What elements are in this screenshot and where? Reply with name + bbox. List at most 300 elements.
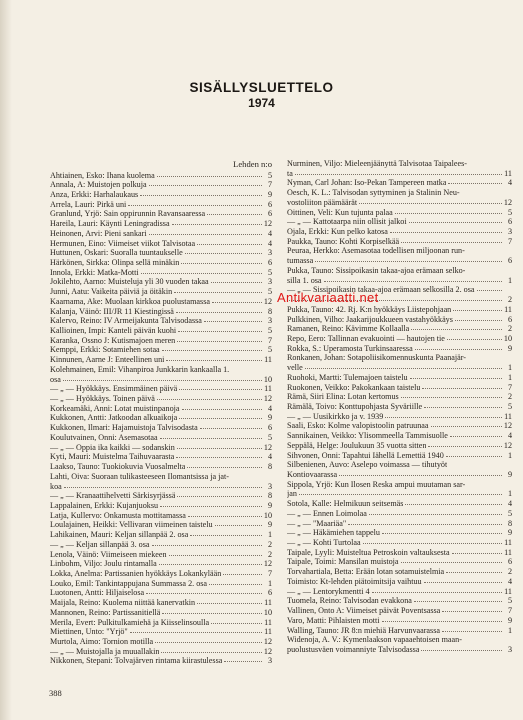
dot-leader xyxy=(187,467,262,468)
toc-entry-issue-number: 8 xyxy=(267,491,272,501)
toc-entry-text: Seppälä, Helge: Joulukuun 35 vuotta sitten xyxy=(287,440,427,450)
toc-entry-issue-number: 11 xyxy=(264,355,272,365)
toc-entry xyxy=(50,462,272,472)
toc-entry-text: Maijala, Reino: Kuolema niittää kanervatkin xyxy=(50,598,196,608)
toc-entry-text: Torvahartiala, Betta: Erään lotan sotamuistelmia xyxy=(287,567,445,577)
page-year: 1974 xyxy=(248,96,275,110)
dot-leader xyxy=(177,496,262,497)
toc-entry xyxy=(50,540,272,550)
toc-entry-text: Junni, Aatu: Vaikeita päiviä ja öitäkin xyxy=(50,287,173,297)
toc-entry-text: Lokka, Anelma: Partissanien hyökkäys Lokankylään xyxy=(50,568,222,578)
toc-entry-issue-number: 3 xyxy=(267,316,272,326)
toc-entry-issue-number: 4 xyxy=(507,178,512,188)
dot-leader xyxy=(369,514,502,515)
toc-entry-text: Kalanja, Väinö: III/JR 11 Kiestingissä xyxy=(50,306,174,316)
toc-entry-text: osa xyxy=(50,374,61,384)
dot-leader xyxy=(215,525,262,526)
toc-entry-issue-number: 8 xyxy=(267,306,272,316)
toc-entry-text: Oesch, K. L.: Talvisodan syttyminen ja Stalinin Neu- xyxy=(287,188,460,198)
dot-leader xyxy=(452,553,502,554)
toc-entry-issue-number: 3 xyxy=(507,644,512,654)
toc-entry-issue-number: 3 xyxy=(267,481,272,491)
toc-entry-issue-number: 11 xyxy=(504,304,512,314)
dot-leader xyxy=(177,448,262,449)
toc-entry-text: Sippola, Yrjö: Kun Ilosen Reska ampui muutaman sar- xyxy=(287,479,466,489)
toc-entry-text: silla 1. osa xyxy=(287,275,322,285)
toc-entry-text: — „ — "Maariäa" xyxy=(287,518,347,528)
dot-leader xyxy=(146,593,262,594)
toc-entry-text: Sihvonen, Onni: Tapahtui Iähellä Lemettiä 1940 xyxy=(287,450,444,460)
toc-entry xyxy=(50,258,272,268)
toc-entry-issue-number: 1 xyxy=(507,625,512,635)
dot-leader xyxy=(382,533,502,534)
toc-entry-text: Kontiovaarassa xyxy=(287,470,338,479)
toc-entry-issue-number: 10 xyxy=(263,607,272,617)
dot-leader xyxy=(179,418,262,419)
dot-leader xyxy=(209,584,262,585)
toc-entry xyxy=(287,431,512,441)
toc-entry xyxy=(287,412,512,422)
toc-entry-text: Hermunen, Eino: Viimeiset viikot Talvisotaa xyxy=(50,238,196,248)
toc-entry-issue-number: 11 xyxy=(504,168,512,178)
toc-entry-text: Pukka, Tauno: 42. Rj. K:n hyökkäys Liistepohjaan xyxy=(287,304,452,314)
toc-entry-text: Taipale, Lyyli: Muisteltua Petroskoin valtauksesta xyxy=(287,547,450,557)
toc-entry-text: Merila, Evert: Pulkitulkamiehä ja Kiisselinsoulla xyxy=(50,617,210,627)
toc-entry xyxy=(287,256,512,266)
toc-entry-text: — „ — Keljan sillanpää 3. osa xyxy=(50,539,150,549)
toc-entry xyxy=(287,577,512,587)
toc-entry-continued xyxy=(287,353,512,363)
dot-leader xyxy=(152,545,262,546)
toc-entry-issue-number: 8 xyxy=(507,518,512,528)
toc-entry-issue-number: 5 xyxy=(267,287,272,297)
toc-entry-text: Rämä, Siiri Elina: Lotan kertomus xyxy=(287,392,399,402)
toc-entry-text: — „ — Häkämiehen tappelu xyxy=(287,528,380,538)
toc-entry-issue-number: 1 xyxy=(507,372,512,382)
toc-entry xyxy=(50,394,272,404)
dot-leader xyxy=(401,397,502,398)
toc-entry-text: Härkönen, Sirkka: Olinpa sellä minäkin xyxy=(50,257,180,267)
toc-entry-text: Taipale, Toimi: Mansilan muistoja xyxy=(287,557,399,567)
toc-entry xyxy=(287,528,512,538)
toc-entry xyxy=(287,392,512,402)
toc-entry xyxy=(287,557,512,567)
toc-entry-text: Pukka, Tauno: Sissipoikasin takaa-ajoa erämaan selko- xyxy=(287,265,466,275)
toc-entry-text: Pulkkinen, Vilho: Jaakarijoukkueen vastahyökkäys xyxy=(287,314,453,324)
toc-entry-text: tumassa xyxy=(287,256,314,266)
toc-entry-text: — „ — Oppia ika kaikki — sodanskin xyxy=(50,442,175,452)
toc-entry-text: Varo, Matti: Pihlaisten motti xyxy=(287,615,380,625)
toc-entry-text: Kukkonen, Ilmari: Hajamuistoja Talvisodasta xyxy=(50,423,198,433)
toc-entry-issue-number: 3 xyxy=(267,277,272,287)
toc-entry xyxy=(287,383,512,393)
toc-entry xyxy=(50,588,272,598)
toc-entry-text: Koulutvainen, Onni: Asemasotaa xyxy=(50,432,158,442)
toc-entry-text: — „ — Kohti Turtolaa xyxy=(287,538,361,548)
toc-entry-text: — „ — Ennen Loimolaa xyxy=(287,508,367,518)
toc-entry xyxy=(287,227,512,237)
toc-entry xyxy=(50,443,272,453)
toc-entry-text: Lappalainen, Erkki: Kujanjuoksu xyxy=(50,500,159,510)
toc-entry xyxy=(287,276,512,286)
toc-entry-text: Nyman, Carl Johan: Iso-Pekan Tampereen matka xyxy=(287,178,447,188)
toc-entry xyxy=(50,326,272,336)
toc-entry xyxy=(287,441,512,451)
toc-entry xyxy=(50,209,272,219)
toc-entry-text: Laakso, Tauno: Tuokiokuvia Vuosalmelta xyxy=(50,462,186,472)
dot-leader xyxy=(442,611,502,612)
dot-leader xyxy=(446,456,502,457)
toc-entry-issue-number: 6 xyxy=(267,588,272,598)
toc-entry xyxy=(50,647,272,657)
toc-entry-text: Sannikainen, Veikko: Ylisommeella Tammisuolle xyxy=(287,431,448,441)
toc-right-column xyxy=(287,159,512,655)
toc-entry-text: Widenoja, A. V.: Kymenlaakson vapaaehtoisen maan- xyxy=(287,635,462,645)
toc-entry-issue-number: 12 xyxy=(263,646,272,656)
dot-leader xyxy=(424,582,502,583)
toc-entry xyxy=(287,178,512,188)
toc-entry xyxy=(50,375,272,385)
dot-leader xyxy=(448,183,502,184)
toc-entry-text: Mannonen, Reino: Partissanitiellä xyxy=(50,607,161,617)
dot-leader xyxy=(223,574,262,575)
dot-leader xyxy=(446,572,502,573)
toc-entry-issue-number: 12 xyxy=(263,219,272,229)
toc-entry xyxy=(287,538,512,548)
toc-entry-text: Paukka, Tauno: Kohti Korpiselkää xyxy=(287,236,400,246)
dot-leader xyxy=(157,399,262,400)
toc-entry-issue-number: 9 xyxy=(267,520,272,530)
toc-entry-issue-number: 6 xyxy=(507,217,512,227)
toc-entry xyxy=(50,550,272,560)
toc-entry-issue-number: 1 xyxy=(507,450,512,460)
toc-entry xyxy=(50,384,272,394)
toc-entry-text: Jokilehto, Aarno: Muisteluja yli 30 vuoden takaa xyxy=(50,277,209,287)
toc-entry xyxy=(50,608,272,618)
toc-entry-issue-number: 6 xyxy=(507,314,512,324)
toc-entry-text: Huttunen, Oskari: Suoralla tuuntaukselle xyxy=(50,248,183,258)
dot-leader xyxy=(405,504,502,505)
toc-entry-text: Kinnunen, Aarne J: Enteellinen uni xyxy=(50,355,165,365)
toc-entry xyxy=(50,345,272,355)
toc-entry-issue-number: 12 xyxy=(263,296,272,306)
toc-entry-text: Kallioinen, Impi: Kanteli päivän kuohi xyxy=(50,326,177,335)
toc-entry-text: Ojala, Erkki: Kun pelko katosa xyxy=(287,227,388,237)
toc-entry xyxy=(50,404,272,414)
dot-leader xyxy=(401,562,502,563)
toc-entry-text: Peuraa, Herkko: Asemasotaa todellisen miljoonan run- xyxy=(287,246,465,256)
page-number: 388 xyxy=(49,688,62,698)
toc-entry-text: Murtola, Aimo: Tornion motilla xyxy=(50,637,154,646)
toc-entry xyxy=(287,208,512,218)
toc-entry-issue-number: 4 xyxy=(507,576,512,586)
toc-entry-issue-number: 5 xyxy=(267,326,272,335)
toc-entry-text: Latja, Kullervo: Onkamusta mottitamassa xyxy=(50,510,186,520)
dot-leader xyxy=(395,213,502,214)
toc-entry-text: — „ — Uusikirkko ja v. 1939 xyxy=(287,411,384,421)
dot-leader xyxy=(401,242,502,243)
toc-entry xyxy=(287,421,512,431)
toc-entry xyxy=(287,169,512,179)
toc-entry xyxy=(287,451,512,461)
toc-entry-issue-number: 9 xyxy=(267,413,272,423)
toc-entry-issue-number: 10 xyxy=(263,374,272,384)
dot-leader xyxy=(224,661,262,662)
toc-entry-text: Ruokonen, Veikko: Pakokankaan taistelu xyxy=(287,382,421,392)
toc-entry-issue-number: 1 xyxy=(267,530,272,540)
toc-entry-text: Lenola, Väinö: Viimeiseen miekeen xyxy=(50,549,167,559)
dot-leader xyxy=(177,341,262,342)
toc-entry-issue-number: 12 xyxy=(503,197,512,207)
dot-leader xyxy=(160,506,262,507)
toc-entry-text: — „ — Hyökkäys. Ensimmäinen päivä xyxy=(50,384,178,394)
dot-leader xyxy=(348,524,502,525)
dot-leader xyxy=(181,263,262,264)
toc-entry xyxy=(50,501,272,511)
toc-entry-text: — „ — Hyökkäys. Toinen päivä xyxy=(50,394,155,404)
toc-entry-text: Louko, Emil: Tankintappujana Summassa 2. osa xyxy=(50,578,208,588)
dot-leader xyxy=(197,603,262,604)
toc-entry-issue-number: 6 xyxy=(267,199,272,209)
toc-entry-text: Karanka, Ossno J: Kutismajoen meren xyxy=(50,335,176,345)
toc-entry xyxy=(50,491,272,501)
dot-leader xyxy=(295,174,502,175)
toc-entry-text: Korkeamäki, Anni: Lotat muistinpanoja xyxy=(50,403,180,413)
toc-entry-issue-number: 11 xyxy=(264,384,272,394)
toc-entry xyxy=(287,363,512,373)
toc-entry-text: Toimisto: Kt-lehden piätoimitsija vaihtuu xyxy=(287,576,422,586)
toc-entry xyxy=(287,489,512,499)
toc-entry xyxy=(50,569,272,579)
toc-entry xyxy=(287,217,512,227)
toc-entry xyxy=(50,579,272,589)
toc-entry-issue-number: 4 xyxy=(267,228,272,238)
toc-entry xyxy=(50,656,272,666)
dot-leader xyxy=(359,203,502,204)
toc-entry xyxy=(287,305,512,315)
toc-entry-text: Granlund, Yrjö: Sain oppirunnin Ravansaaressa xyxy=(50,209,206,219)
toc-entry xyxy=(287,198,512,208)
toc-entry-text: Kyti, Mauri: Muistelma Taihuvaarasta xyxy=(50,452,175,462)
toc-entry-text: Ahtiainen, Esko: Ihana kuolema xyxy=(50,170,155,180)
toc-entry-continued xyxy=(287,159,512,169)
toc-entry xyxy=(50,219,272,229)
toc-entry-issue-number: 2 xyxy=(507,567,512,577)
toc-entry-text: — „ — Lentorykmentti 4 xyxy=(287,586,370,596)
dot-leader xyxy=(390,232,502,233)
toc-entry xyxy=(287,470,512,480)
toc-entry xyxy=(50,423,272,433)
toc-entry-text: vostoliiton päämäärät xyxy=(287,197,358,207)
toc-entry xyxy=(287,626,512,636)
toc-entry-text: — „ — Kranaattihelvetti Särkisyrjässä xyxy=(50,491,176,501)
toc-entry-issue-number: 2 xyxy=(267,549,272,559)
toc-entry-issue-number: 9 xyxy=(507,470,512,479)
dot-leader xyxy=(174,292,262,293)
dot-leader xyxy=(157,176,262,177)
dot-leader xyxy=(207,214,262,215)
toc-entry-continued xyxy=(287,266,512,276)
toc-entry-issue-number: 4 xyxy=(507,499,512,509)
toc-entry xyxy=(50,559,272,569)
toc-entry xyxy=(287,616,512,626)
dot-leader xyxy=(212,302,262,303)
toc-entry-issue-number: 11 xyxy=(504,411,512,421)
dot-leader xyxy=(411,329,502,330)
toc-entry-text: Walling, Tauno: JR 8:n miehiä Harvunvaarassa xyxy=(287,625,440,635)
toc-entry-issue-number: 5 xyxy=(507,207,512,217)
dot-leader xyxy=(315,261,502,262)
toc-entry xyxy=(50,316,272,326)
toc-entry-text: Saali, Esko: Kolme valopistoolin patruunaa xyxy=(287,421,429,431)
dot-leader xyxy=(182,409,262,410)
toc-entry xyxy=(287,324,512,334)
dot-leader xyxy=(149,234,262,235)
toc-entry xyxy=(50,433,272,443)
toc-entry-text: jan xyxy=(287,489,297,499)
toc-entry xyxy=(50,336,272,346)
toc-entry-issue-number: 5 xyxy=(507,508,512,518)
dot-leader xyxy=(178,331,262,332)
toc-entry-issue-number: 5 xyxy=(267,170,272,180)
toc-entry-issue-number: 7 xyxy=(507,236,512,246)
toc-entry-issue-number: 5 xyxy=(267,267,272,277)
toc-entry xyxy=(287,509,512,519)
toc-entry-issue-number: 11 xyxy=(504,547,512,557)
dot-leader xyxy=(339,475,502,476)
toc-entry-text: velle xyxy=(287,363,303,373)
toc-entry-issue-number: 6 xyxy=(507,557,512,567)
toc-entry-issue-number: 12 xyxy=(263,559,272,569)
toc-entry xyxy=(287,645,512,655)
toc-entry xyxy=(50,637,272,647)
toc-left-column xyxy=(50,160,272,666)
toc-entry-text: Rämälä, Toivo: Konttupohjasta Syväriille xyxy=(287,401,423,411)
dot-leader xyxy=(410,378,502,379)
dot-leader xyxy=(211,623,262,624)
toc-entry-continued xyxy=(50,365,272,375)
toc-entry-issue-number: 8 xyxy=(267,462,272,472)
toc-entry-issue-number: 2 xyxy=(267,539,272,549)
toc-entry xyxy=(287,499,512,509)
toc-entry-issue-number: 3 xyxy=(267,656,272,666)
toc-entry xyxy=(50,287,272,297)
toc-entry xyxy=(287,567,512,577)
toc-entry-text: Ramanen, Reino: Kävimme Kollaalla xyxy=(287,324,410,334)
toc-entry xyxy=(287,237,512,247)
dot-leader xyxy=(305,368,502,369)
toc-entry xyxy=(50,297,272,307)
dot-leader xyxy=(453,310,502,311)
toc-entry-issue-number: 3 xyxy=(507,227,512,237)
toc-entry xyxy=(50,190,272,200)
toc-entry-issue-number: 11 xyxy=(264,598,272,608)
toc-entry xyxy=(50,180,272,190)
toc-entry-text: Kolehmainen, Emil: Vihanpiroa Junkkarin kankaalla 1. xyxy=(50,364,230,374)
dot-leader xyxy=(428,446,501,447)
toc-entry-issue-number: 9 xyxy=(507,343,512,353)
dot-leader xyxy=(172,224,262,225)
toc-entry-issue-number: 4 xyxy=(507,431,512,441)
dot-leader xyxy=(450,436,502,437)
dot-leader xyxy=(421,650,502,651)
toc-entry-text: — „ — Muistojalla ja muuallakin xyxy=(50,646,160,656)
dot-leader xyxy=(185,253,262,254)
toc-entry-text: Heinonen, Arvi: Pieni sankari xyxy=(50,228,147,238)
toc-entry-text: Arrela, Lauri: Pirkä uni xyxy=(50,199,127,209)
dot-leader xyxy=(414,601,502,602)
toc-entry xyxy=(50,307,272,317)
dot-leader xyxy=(200,428,262,429)
dot-leader xyxy=(372,592,502,593)
toc-entry-issue-number: 4 xyxy=(267,452,272,462)
toc-entry-issue-number: 5 xyxy=(507,401,512,411)
toc-entry-issue-number: 5 xyxy=(267,432,272,442)
toc-entry-text: Silbenienen, Auvo: Aselepo voimassa — tihutyöt xyxy=(287,460,448,470)
toc-entry xyxy=(287,402,512,412)
toc-entry xyxy=(287,548,512,558)
dot-leader xyxy=(415,349,502,350)
dot-leader xyxy=(447,339,502,340)
toc-entry-issue-number: 10 xyxy=(263,510,272,520)
toc-entry xyxy=(287,519,512,529)
toc-entry-issue-number: 9 xyxy=(267,500,272,510)
toc-entry xyxy=(50,229,272,239)
toc-entry-issue-number: 1 xyxy=(507,275,512,285)
toc-entry-issue-number: 6 xyxy=(267,423,272,433)
dot-leader xyxy=(431,426,502,427)
toc-entry-issue-number: 12 xyxy=(263,394,272,404)
toc-entry xyxy=(50,171,272,181)
toc-entry-issue-number: 2 xyxy=(507,392,512,402)
toc-entry-continued xyxy=(287,246,512,256)
dot-leader xyxy=(422,388,502,389)
toc-entry-text: — „ — Kattotaarpa niin ollisit jalkoi xyxy=(287,217,407,227)
dot-leader xyxy=(130,632,262,633)
dot-leader xyxy=(179,389,262,390)
toc-entry-issue-number: 12 xyxy=(263,637,272,646)
toc-entry-text: Hareila, Lauri: Käynti Leningradissa xyxy=(50,219,170,229)
dot-leader xyxy=(424,407,502,408)
toc-entry-text: Luotonen, Antti: Hiljaiselosa xyxy=(50,588,145,598)
toc-entry xyxy=(287,596,512,606)
toc-entry-text: Kukkonen, Antti: Jatkoodan alkuaikoja xyxy=(50,413,178,423)
toc-entry-continued xyxy=(287,460,512,470)
toc-entry-text: Ruohoki, Martti: Tulemajoen taistelu xyxy=(287,372,408,382)
toc-entry-issue-number: 12 xyxy=(263,442,272,452)
toc-entry-text: Nurminen, Viljo: Mieleenjäänyttä Talvisotaa Taipalees- xyxy=(287,159,468,168)
toc-entry xyxy=(50,200,272,210)
dot-leader xyxy=(188,516,262,517)
toc-entry-issue-number: 7 xyxy=(507,382,512,392)
dot-leader xyxy=(176,312,262,313)
toc-entry-issue-number: 4 xyxy=(267,238,272,248)
toc-entry-text: Annala, A: Muistojen polkuja xyxy=(50,180,147,190)
toc-entry-issue-number: 2 xyxy=(507,324,512,334)
toc-entry-text: — „ — Sissipoikasin takaa-ajoa erämaan selkosilla 2. osa xyxy=(287,285,475,295)
toc-entry-issue-number: 11 xyxy=(264,617,272,627)
toc-entry xyxy=(50,452,272,462)
toc-entry-text: Kalervo, Reino: IV Armeijakunta Talvisodassa xyxy=(50,316,202,326)
dot-leader xyxy=(455,320,502,321)
toc-entry-issue-number: 6 xyxy=(267,257,272,267)
toc-entry-issue-number: 5 xyxy=(267,345,272,355)
toc-entry-issue-number: 7 xyxy=(267,180,272,190)
toc-entry-continued xyxy=(287,635,512,645)
dot-leader xyxy=(155,642,262,643)
dot-leader xyxy=(162,350,262,351)
toc-entry-issue-number: 9 xyxy=(267,189,272,199)
